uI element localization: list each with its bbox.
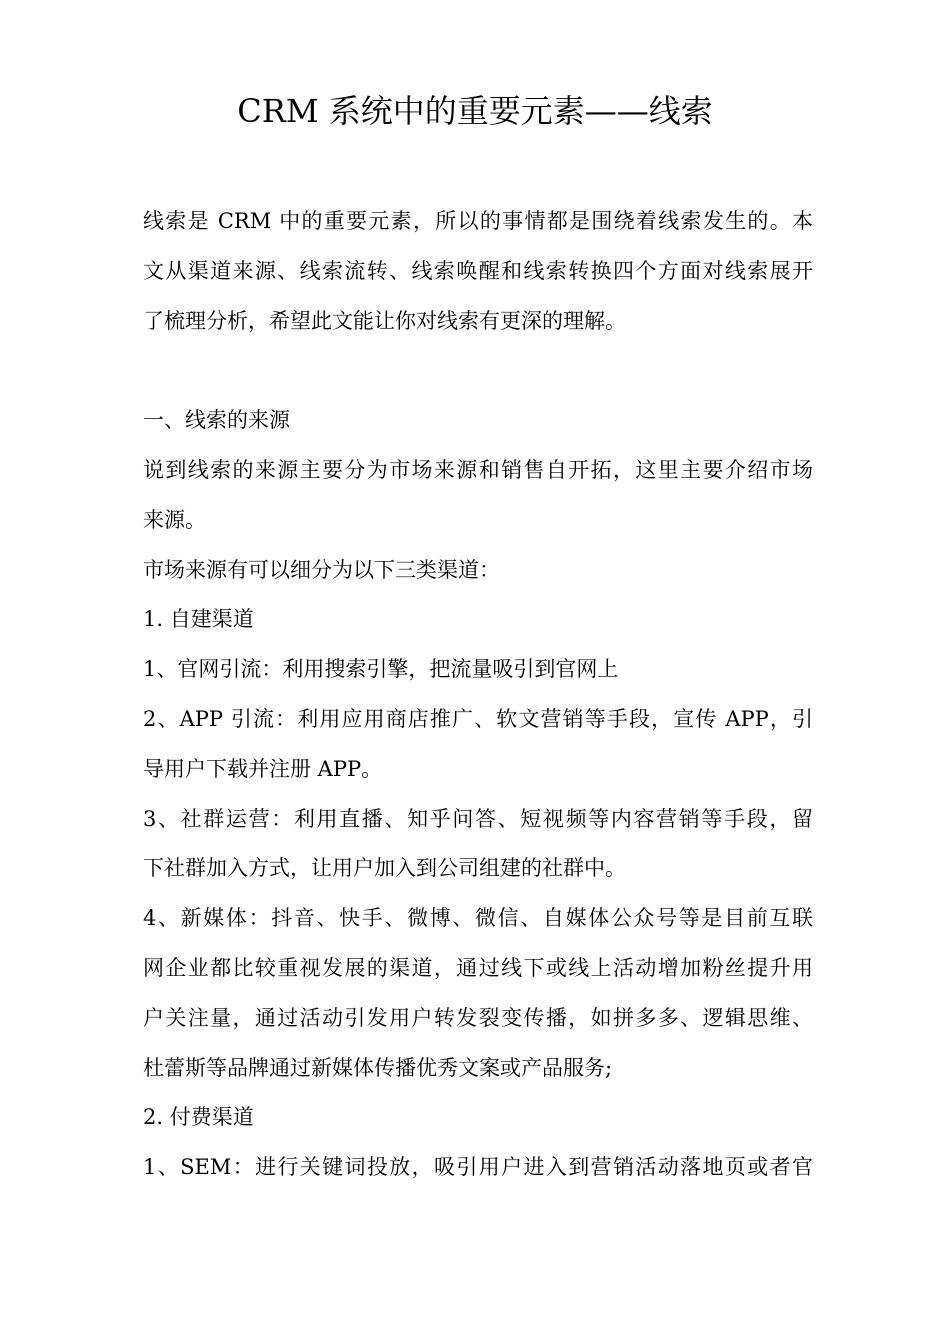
intro-line-2: 文从渠道来源、线索流转、线索唤醒和线索转换四个方面对线索展开: [143, 259, 813, 283]
paragraph-line: 市场来源有可以细分为以下三类渠道：: [143, 558, 500, 582]
list-item: 1、SEM：进行关键词投放，吸引用户进入到营销活动落地页或者官: [143, 1155, 813, 1179]
section-heading: 一、线索的来源: [143, 408, 290, 432]
list-item-continuation: 网企业都比较重视发展的渠道，通过线下或线上活动增加粉丝提升用: [143, 956, 813, 980]
list-item-continuation: 户关注量，通过活动引发用户转发裂变传播，如拼多多、逻辑思维、: [143, 1006, 813, 1030]
intro-line-3: 了梳理分析，希望此文能让你对线索有更深的理解。: [143, 309, 626, 333]
list-item: 2、APP 引流：利用应用商店推广、软文营销等手段，宣传 APP，引: [143, 707, 813, 731]
intro-line-1: 线索是 CRM 中的重要元素，所以的事情都是围绕着线索发生的。本: [143, 209, 813, 233]
list-item: 1、官网引流：利用搜索引擎，把流量吸引到官网上: [143, 657, 619, 681]
list-item: 3、社群运营：利用直播、知乎问答、短视频等内容营销等手段，留: [143, 807, 813, 831]
list-item-continuation: 导用户下载并注册 APP。: [143, 757, 383, 781]
subheading-paid-channels: 2. 付费渠道: [143, 1105, 254, 1129]
paragraph-line: 说到线索的来源主要分为市场来源和销售自开拓，这里主要介绍市场: [143, 458, 813, 482]
document-title: CRM 系统中的重要元素——线索: [237, 92, 713, 130]
list-item-continuation: 杜蕾斯等品牌通过新媒体传播优秀文案或产品服务;: [143, 1056, 613, 1080]
list-item: 4、新媒体：抖音、快手、微博、微信、自媒体公众号等是目前互联: [143, 906, 813, 930]
subheading-self-built-channels: 1. 自建渠道: [143, 607, 254, 631]
paragraph-line: 来源。: [143, 508, 206, 532]
list-item-continuation: 下社群加入方式，让用户加入到公司组建的社群中。: [143, 856, 626, 880]
